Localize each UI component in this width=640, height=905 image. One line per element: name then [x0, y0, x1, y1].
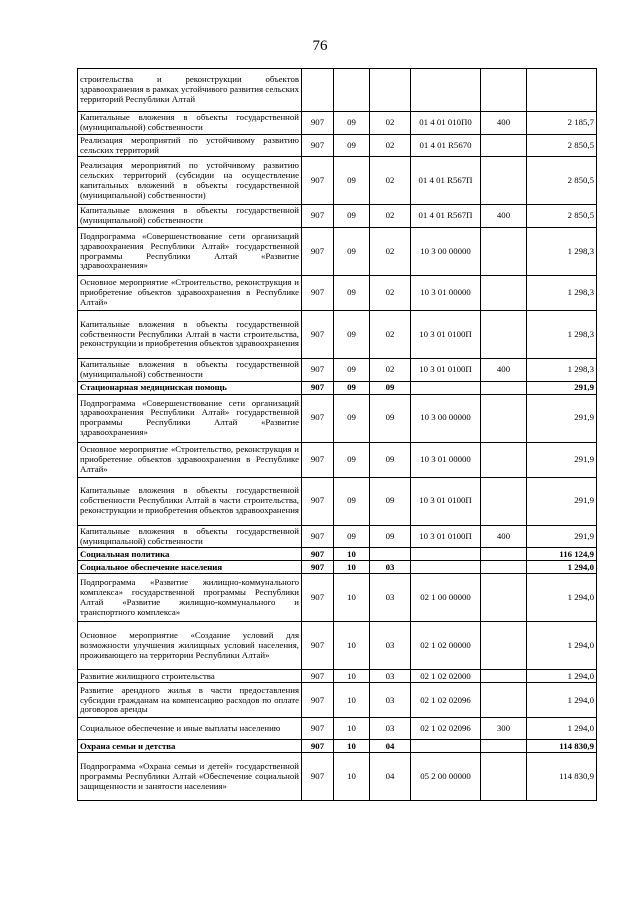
ministry-code-cell: 907 — [302, 381, 334, 394]
table-row — [78, 718, 597, 740]
row-name-cell: Реализация мероприятий по устойчивому развитию сельских территорий — [78, 134, 302, 157]
table-row — [78, 69, 597, 112]
amount-cell: 2 850,5 — [527, 157, 597, 205]
section-code-cell: 10 — [334, 670, 370, 683]
table-row — [78, 134, 597, 157]
row-name-cell: Подпрограмма «Охрана семьи и детей» государственной программы Республики Алтай «Обеспечение социальной защищенности и занятости населения» — [78, 753, 302, 801]
subsection-code-cell: 09 — [370, 442, 411, 477]
target-article-cell: 02 1 02 02000 — [411, 670, 481, 683]
target-article-cell: 01 4 01 R5670 — [411, 134, 481, 157]
ministry-code-cell: 907 — [302, 359, 334, 382]
section-code-cell: 09 — [334, 134, 370, 157]
row-name-cell: Капитальные вложения в объекты государственной собственности Республики Алтай в части строительства, реконструкции и приобретения объектов здравоохранения — [78, 477, 302, 525]
row-name-cell: Реализация мероприятий по устойчивому развитию сельских территорий (субсидии на осуществление капитальных вложений в объекты государственной (муниципальной) собственности) — [78, 157, 302, 205]
target-article-cell — [411, 561, 481, 574]
subsection-code-cell — [370, 69, 411, 112]
section-code-cell: 09 — [334, 381, 370, 394]
table-row — [78, 477, 597, 525]
ministry-code-cell: 907 — [302, 394, 334, 442]
table-row — [78, 525, 597, 548]
ministry-code-cell: 907 — [302, 477, 334, 525]
page-number: 76 — [312, 38, 328, 54]
row-name-cell: Стационарная медицинская помощь — [78, 381, 302, 394]
expense-type-cell — [481, 134, 527, 157]
ministry-code-cell: 907 — [302, 205, 334, 228]
expense-type-cell: 400 — [481, 112, 527, 135]
budget-table — [77, 68, 597, 801]
expense-type-cell — [481, 548, 527, 561]
table-row — [78, 561, 597, 574]
subsection-code-cell: 03 — [370, 718, 411, 740]
ministry-code-cell: 907 — [302, 548, 334, 561]
row-name-cell: Подпрограмма «Развитие жилищно-коммунального комплекса» государственной программы Республики Алтай «Развитие жилищно-коммунального и транспортного комплекса» — [78, 574, 302, 622]
expense-type-cell — [481, 157, 527, 205]
target-article-cell: 10 3 01 0100П — [411, 311, 481, 359]
amount-cell: 291,9 — [527, 477, 597, 525]
row-name-cell: Социальное обеспечение и иные выплаты населению — [78, 718, 302, 740]
row-name-cell: Капитальные вложения в объекты государственной собственности Республики Алтай в части строительства, реконструкции и приобретения объектов здравоохранения — [78, 311, 302, 359]
subsection-code-cell: 09 — [370, 477, 411, 525]
expense-type-cell: 400 — [481, 205, 527, 228]
section-code-cell: 10 — [334, 622, 370, 670]
amount-cell: 2 185,7 — [527, 112, 597, 135]
ministry-code-cell: 907 — [302, 311, 334, 359]
section-code-cell: 10 — [334, 718, 370, 740]
target-article-cell — [411, 548, 481, 561]
amount-cell: 114 830,9 — [527, 740, 597, 753]
amount-cell: 291,9 — [527, 394, 597, 442]
section-code-cell: 09 — [334, 525, 370, 548]
section-code-cell: 09 — [334, 205, 370, 228]
ministry-code-cell: 907 — [302, 442, 334, 477]
subsection-code-cell: 04 — [370, 740, 411, 753]
expense-type-cell — [481, 740, 527, 753]
table-row — [78, 574, 597, 622]
target-article-cell — [411, 69, 481, 112]
target-article-cell — [411, 740, 481, 753]
row-name-cell: Социальная политика — [78, 548, 302, 561]
row-name-cell: Развитие арендного жилья в части предоставления субсидии гражданам на компенсацию расходов по оплате договоров аренды — [78, 683, 302, 718]
target-article-cell: 10 3 01 00000 — [411, 442, 481, 477]
expense-type-cell — [481, 228, 527, 276]
section-code-cell: 09 — [334, 276, 370, 311]
amount-cell: 1 294,0 — [527, 670, 597, 683]
section-code-cell: 09 — [334, 157, 370, 205]
row-name-cell: Подпрограмма «Совершенствование сети организаций здравоохранения Республики Алтай» государственной программы Республики Алтай «Развитие здравоохранения» — [78, 228, 302, 276]
subsection-code-cell: 04 — [370, 753, 411, 801]
row-name-cell: Основное мероприятие «Создание условий для возможности улучшения жилищных условий населения, проживающего на территории Республики Алтай» — [78, 622, 302, 670]
row-name-cell: Капитальные вложения в объекты государственной (муниципальной) собственности — [78, 205, 302, 228]
ministry-code-cell: 907 — [302, 228, 334, 276]
ministry-code-cell: 907 — [302, 670, 334, 683]
expense-type-cell: 400 — [481, 359, 527, 382]
expense-type-cell — [481, 381, 527, 394]
table-row — [78, 740, 597, 753]
section-code-cell: 09 — [334, 359, 370, 382]
amount-cell: 1 298,3 — [527, 311, 597, 359]
amount-cell: 116 124,9 — [527, 548, 597, 561]
subsection-code-cell: 02 — [370, 228, 411, 276]
section-code-cell — [334, 69, 370, 112]
expense-type-cell — [481, 477, 527, 525]
table-row — [78, 442, 597, 477]
subsection-code-cell: 02 — [370, 134, 411, 157]
ministry-code-cell: 907 — [302, 525, 334, 548]
table-row — [78, 311, 597, 359]
amount-cell: 114 830,9 — [527, 753, 597, 801]
table-row — [78, 683, 597, 718]
section-code-cell: 09 — [334, 477, 370, 525]
expense-type-cell — [481, 311, 527, 359]
ministry-code-cell: 907 — [302, 157, 334, 205]
section-code-cell: 09 — [334, 442, 370, 477]
target-article-cell: 10 3 00 00000 — [411, 228, 481, 276]
ministry-code-cell: 907 — [302, 112, 334, 135]
row-name-cell: Развитие жилищного строительства — [78, 670, 302, 683]
ministry-code-cell: 907 — [302, 718, 334, 740]
subsection-code-cell: 02 — [370, 311, 411, 359]
table-row — [78, 670, 597, 683]
target-article-cell: 10 3 00 00000 — [411, 394, 481, 442]
target-article-cell: 10 3 01 0100П — [411, 477, 481, 525]
ministry-code-cell: 907 — [302, 622, 334, 670]
amount-cell: 1 294,0 — [527, 718, 597, 740]
expense-type-cell — [481, 442, 527, 477]
amount-cell: 2 850,5 — [527, 205, 597, 228]
amount-cell: 1 294,0 — [527, 574, 597, 622]
table-row — [78, 205, 597, 228]
subsection-code-cell: 03 — [370, 683, 411, 718]
row-name-cell: Основное мероприятие «Строительство, реконструкция и приобретение объектов здравоохранения в Республике Алтай» — [78, 276, 302, 311]
amount-cell: 2 850,5 — [527, 134, 597, 157]
section-code-cell: 10 — [334, 683, 370, 718]
target-article-cell: 10 3 01 00000 — [411, 276, 481, 311]
table-row — [78, 228, 597, 276]
target-article-cell: 02 1 02 02096 — [411, 718, 481, 740]
amount-cell: 291,9 — [527, 525, 597, 548]
amount-cell: 1 298,3 — [527, 359, 597, 382]
expense-type-cell — [481, 276, 527, 311]
table-row — [78, 157, 597, 205]
subsection-code-cell: 03 — [370, 561, 411, 574]
table-row — [78, 622, 597, 670]
row-name-cell: Основное мероприятие «Строительство, реконструкция и приобретение объектов здравоохранения в Республике Алтай» — [78, 442, 302, 477]
row-name-cell: Капитальные вложения в объекты государственной (муниципальной) собственности — [78, 359, 302, 382]
section-code-cell: 09 — [334, 112, 370, 135]
row-name-cell: Социальное обеспечение населения — [78, 561, 302, 574]
amount-cell — [527, 69, 597, 112]
expense-type-cell — [481, 622, 527, 670]
target-article-cell: 01 4 01 010П0 — [411, 112, 481, 135]
ministry-code-cell: 907 — [302, 683, 334, 718]
subsection-code-cell — [370, 548, 411, 561]
expense-type-cell: 400 — [481, 525, 527, 548]
row-name-cell: Подпрограмма «Совершенствование сети организаций здравоохранения Республики Алтай» государственной программы Республики Алтай «Развитие здравоохранения» — [78, 394, 302, 442]
amount-cell: 291,9 — [527, 381, 597, 394]
target-article-cell: 02 1 00 00000 — [411, 574, 481, 622]
section-code-cell: 10 — [334, 740, 370, 753]
subsection-code-cell: 09 — [370, 381, 411, 394]
ministry-code-cell: 907 — [302, 134, 334, 157]
table-row — [78, 359, 597, 382]
table-row — [78, 112, 597, 135]
table-row — [78, 276, 597, 311]
amount-cell: 1 294,0 — [527, 622, 597, 670]
section-code-cell: 09 — [334, 394, 370, 442]
ministry-code-cell: 907 — [302, 753, 334, 801]
target-article-cell: 01 4 01 R567П — [411, 157, 481, 205]
subsection-code-cell: 09 — [370, 525, 411, 548]
target-article-cell: 05 2 00 00000 — [411, 753, 481, 801]
table-body — [78, 69, 597, 801]
expense-type-cell — [481, 670, 527, 683]
table-row — [78, 394, 597, 442]
subsection-code-cell: 02 — [370, 359, 411, 382]
section-code-cell: 10 — [334, 753, 370, 801]
amount-cell: 1 298,3 — [527, 228, 597, 276]
target-article-cell: 01 4 01 R567П — [411, 205, 481, 228]
expense-type-cell — [481, 394, 527, 442]
subsection-code-cell: 09 — [370, 394, 411, 442]
ministry-code-cell: 907 — [302, 276, 334, 311]
expense-type-cell — [481, 753, 527, 801]
ministry-code-cell: 907 — [302, 574, 334, 622]
target-article-cell: 10 3 01 0100П — [411, 359, 481, 382]
section-code-cell: 10 — [334, 574, 370, 622]
table-row — [78, 381, 597, 394]
expense-type-cell: 300 — [481, 718, 527, 740]
row-name-cell: строительства и реконструкции объектов здравоохранения в рамках устойчивого развития сельских территорий Республики Алтай — [78, 69, 302, 112]
ministry-code-cell: 907 — [302, 561, 334, 574]
row-name-cell: Капитальные вложения в объекты государственной (муниципальной) собственности — [78, 525, 302, 548]
amount-cell: 1 298,3 — [527, 276, 597, 311]
expense-type-cell — [481, 574, 527, 622]
section-code-cell: 10 — [334, 561, 370, 574]
ministry-code-cell — [302, 69, 334, 112]
section-code-cell: 09 — [334, 311, 370, 359]
subsection-code-cell: 02 — [370, 112, 411, 135]
expense-type-cell — [481, 69, 527, 112]
row-name-cell: Капитальные вложения в объекты государственной (муниципальной) собственности — [78, 112, 302, 135]
section-code-cell: 09 — [334, 228, 370, 276]
section-code-cell: 10 — [334, 548, 370, 561]
amount-cell: 291,9 — [527, 442, 597, 477]
expense-type-cell — [481, 561, 527, 574]
subsection-code-cell: 03 — [370, 670, 411, 683]
subsection-code-cell: 03 — [370, 622, 411, 670]
table-row — [78, 548, 597, 561]
amount-cell: 1 294,0 — [527, 561, 597, 574]
table-row — [78, 753, 597, 801]
target-article-cell — [411, 381, 481, 394]
subsection-code-cell: 03 — [370, 574, 411, 622]
expense-type-cell — [481, 683, 527, 718]
target-article-cell: 02 1 02 02096 — [411, 683, 481, 718]
ministry-code-cell: 907 — [302, 740, 334, 753]
subsection-code-cell: 02 — [370, 205, 411, 228]
row-name-cell: Охрана семьи и детства — [78, 740, 302, 753]
target-article-cell: 10 3 01 0100П — [411, 525, 481, 548]
target-article-cell: 02 1 02 00000 — [411, 622, 481, 670]
amount-cell: 1 294,0 — [527, 683, 597, 718]
subsection-code-cell: 02 — [370, 157, 411, 205]
subsection-code-cell: 02 — [370, 276, 411, 311]
